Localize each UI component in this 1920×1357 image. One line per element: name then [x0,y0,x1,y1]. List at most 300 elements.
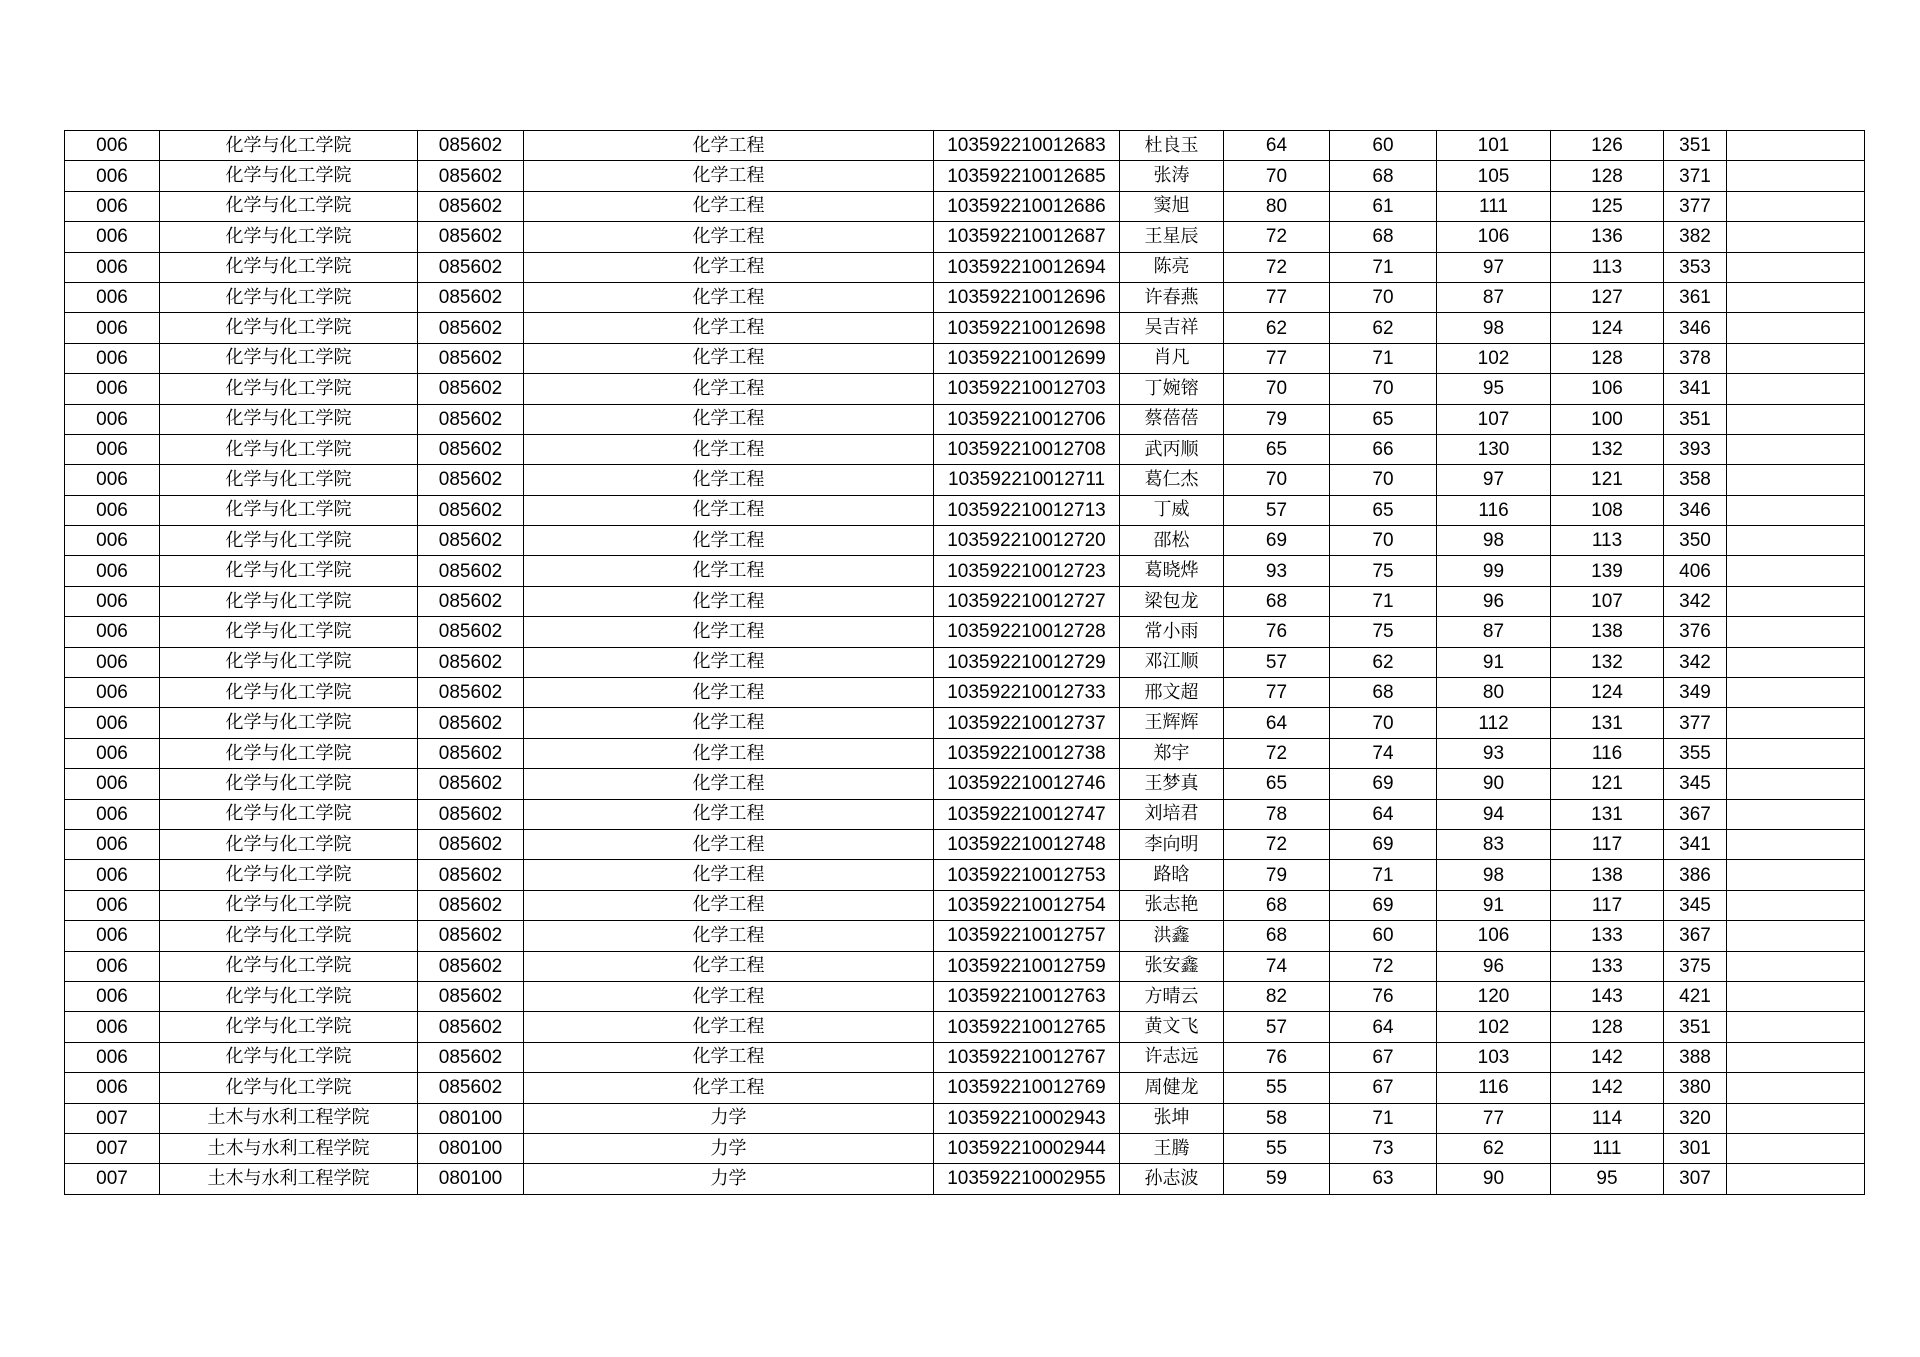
table-row [65,495,1865,525]
major-name-cell: 化学工程 [524,769,934,799]
score-subject-1-cell: 105 [1437,161,1551,191]
student-name-cell: 张安鑫 [1120,951,1224,981]
score-politics-cell: 72 [1224,252,1330,282]
score-subject-2-cell: 142 [1551,1042,1664,1072]
college-code-cell: 006 [65,495,160,525]
remarks-cell [1727,1133,1865,1163]
table-body [65,131,1865,1195]
table-row [65,769,1865,799]
table-row [65,343,1865,373]
score-foreign-language-cell: 72 [1330,951,1437,981]
college-code-cell: 006 [65,526,160,556]
score-subject-2-cell: 108 [1551,495,1664,525]
major-name-cell: 化学工程 [524,586,934,616]
score-politics-cell: 82 [1224,981,1330,1011]
score-politics-cell: 62 [1224,313,1330,343]
exam-id-cell: 103592210012728 [934,617,1120,647]
score-foreign-language-cell: 69 [1330,829,1437,859]
score-foreign-language-cell: 61 [1330,191,1437,221]
student-name-cell: 邢文超 [1120,678,1224,708]
major-code-cell: 085602 [418,769,524,799]
score-subject-1-cell: 95 [1437,374,1551,404]
table-row [65,434,1865,464]
remarks-cell [1727,282,1865,312]
total-score-cell: 307 [1664,1164,1727,1194]
score-subject-1-cell: 62 [1437,1133,1551,1163]
remarks-cell [1727,465,1865,495]
exam-id-cell: 103592210012696 [934,282,1120,312]
table-row [65,131,1865,161]
score-foreign-language-cell: 64 [1330,799,1437,829]
score-foreign-language-cell: 70 [1330,708,1437,738]
table-row [65,678,1865,708]
score-subject-2-cell: 124 [1551,678,1664,708]
student-name-cell: 孙志波 [1120,1164,1224,1194]
score-subject-2-cell: 128 [1551,161,1664,191]
remarks-cell [1727,799,1865,829]
score-foreign-language-cell: 75 [1330,617,1437,647]
student-name-cell: 丁威 [1120,495,1224,525]
total-score-cell: 320 [1664,1103,1727,1133]
college-name-cell: 化学与化工学院 [160,799,418,829]
college-name-cell: 化学与化工学院 [160,131,418,161]
remarks-cell [1727,1012,1865,1042]
student-name-cell: 梁包龙 [1120,586,1224,616]
exam-id-cell: 103592210012729 [934,647,1120,677]
score-foreign-language-cell: 67 [1330,1042,1437,1072]
table-row [65,252,1865,282]
major-code-cell: 085602 [418,161,524,191]
exam-id-cell: 103592210012683 [934,131,1120,161]
score-subject-1-cell: 98 [1437,313,1551,343]
remarks-cell [1727,586,1865,616]
score-foreign-language-cell: 70 [1330,282,1437,312]
student-name-cell: 武丙顺 [1120,434,1224,464]
score-politics-cell: 77 [1224,282,1330,312]
score-subject-2-cell: 125 [1551,191,1664,221]
score-foreign-language-cell: 76 [1330,981,1437,1011]
major-name-cell: 化学工程 [524,282,934,312]
total-score-cell: 376 [1664,617,1727,647]
exam-id-cell: 103592210002944 [934,1133,1120,1163]
major-code-cell: 085602 [418,252,524,282]
remarks-cell [1727,829,1865,859]
major-code-cell: 085602 [418,738,524,768]
major-code-cell: 085602 [418,981,524,1011]
major-name-cell: 化学工程 [524,738,934,768]
score-subject-1-cell: 96 [1437,951,1551,981]
major-code-cell: 085602 [418,1073,524,1103]
student-name-cell: 邓江顺 [1120,647,1224,677]
major-code-cell: 085602 [418,131,524,161]
major-code-cell: 085602 [418,860,524,890]
college-name-cell: 化学与化工学院 [160,282,418,312]
score-subject-1-cell: 97 [1437,465,1551,495]
major-name-cell: 化学工程 [524,921,934,951]
major-code-cell: 085602 [418,495,524,525]
college-name-cell: 化学与化工学院 [160,921,418,951]
major-name-cell: 化学工程 [524,617,934,647]
major-name-cell: 力学 [524,1103,934,1133]
college-code-cell: 006 [65,1073,160,1103]
exam-id-cell: 103592210012737 [934,708,1120,738]
college-name-cell: 化学与化工学院 [160,678,418,708]
college-name-cell: 化学与化工学院 [160,161,418,191]
remarks-cell [1727,526,1865,556]
total-score-cell: 346 [1664,495,1727,525]
score-subject-1-cell: 90 [1437,1164,1551,1194]
total-score-cell: 406 [1664,556,1727,586]
college-code-cell: 006 [65,829,160,859]
total-score-cell: 388 [1664,1042,1727,1072]
score-foreign-language-cell: 74 [1330,738,1437,768]
table-row [65,556,1865,586]
student-name-cell: 王星辰 [1120,222,1224,252]
score-subject-2-cell: 111 [1551,1133,1664,1163]
score-subject-2-cell: 121 [1551,465,1664,495]
score-foreign-language-cell: 71 [1330,586,1437,616]
exam-id-cell: 103592210012685 [934,161,1120,191]
score-subject-1-cell: 130 [1437,434,1551,464]
major-code-cell: 085602 [418,343,524,373]
college-code-cell: 006 [65,769,160,799]
total-score-cell: 345 [1664,890,1727,920]
table-row [65,738,1865,768]
table-row [65,465,1865,495]
college-code-cell: 006 [65,1012,160,1042]
exam-id-cell: 103592210012746 [934,769,1120,799]
score-subject-2-cell: 133 [1551,921,1664,951]
score-politics-cell: 70 [1224,374,1330,404]
major-name-cell: 化学工程 [524,556,934,586]
total-score-cell: 341 [1664,829,1727,859]
college-name-cell: 化学与化工学院 [160,252,418,282]
score-foreign-language-cell: 64 [1330,1012,1437,1042]
student-name-cell: 周健龙 [1120,1073,1224,1103]
major-name-cell: 力学 [524,1164,934,1194]
score-politics-cell: 74 [1224,951,1330,981]
college-code-cell: 006 [65,282,160,312]
score-subject-1-cell: 96 [1437,586,1551,616]
student-name-cell: 王腾 [1120,1133,1224,1163]
exam-id-cell: 103592210012733 [934,678,1120,708]
total-score-cell: 349 [1664,678,1727,708]
college-code-cell: 007 [65,1164,160,1194]
score-subject-1-cell: 80 [1437,678,1551,708]
remarks-cell [1727,617,1865,647]
total-score-cell: 421 [1664,981,1727,1011]
remarks-cell [1727,434,1865,464]
remarks-cell [1727,495,1865,525]
total-score-cell: 393 [1664,434,1727,464]
major-name-cell: 化学工程 [524,222,934,252]
total-score-cell: 353 [1664,252,1727,282]
score-politics-cell: 59 [1224,1164,1330,1194]
score-subject-2-cell: 136 [1551,222,1664,252]
score-politics-cell: 79 [1224,860,1330,890]
exam-id-cell: 103592210012767 [934,1042,1120,1072]
student-name-cell: 丁婉镕 [1120,374,1224,404]
student-name-cell: 常小雨 [1120,617,1224,647]
major-name-cell: 化学工程 [524,951,934,981]
score-foreign-language-cell: 67 [1330,1073,1437,1103]
major-code-cell: 080100 [418,1103,524,1133]
student-name-cell: 邵松 [1120,526,1224,556]
table-row [65,586,1865,616]
score-politics-cell: 55 [1224,1073,1330,1103]
score-subject-1-cell: 83 [1437,829,1551,859]
college-code-cell: 007 [65,1103,160,1133]
exam-id-cell: 103592210012748 [934,829,1120,859]
remarks-cell [1727,921,1865,951]
score-foreign-language-cell: 68 [1330,678,1437,708]
major-code-cell: 085602 [418,222,524,252]
student-name-cell: 张志艳 [1120,890,1224,920]
exam-id-cell: 103592210012769 [934,1073,1120,1103]
college-code-cell: 006 [65,465,160,495]
score-subject-2-cell: 113 [1551,526,1664,556]
score-subject-2-cell: 128 [1551,1012,1664,1042]
table-row [65,282,1865,312]
table-row [65,1164,1865,1194]
college-name-cell: 化学与化工学院 [160,829,418,859]
total-score-cell: 375 [1664,951,1727,981]
score-foreign-language-cell: 71 [1330,860,1437,890]
score-foreign-language-cell: 71 [1330,343,1437,373]
major-name-cell: 化学工程 [524,981,934,1011]
college-code-cell: 006 [65,799,160,829]
student-name-cell: 许春燕 [1120,282,1224,312]
remarks-cell [1727,556,1865,586]
score-politics-cell: 76 [1224,617,1330,647]
college-code-cell: 006 [65,981,160,1011]
total-score-cell: 342 [1664,586,1727,616]
major-name-cell: 化学工程 [524,191,934,221]
score-subject-1-cell: 87 [1437,282,1551,312]
score-subject-2-cell: 107 [1551,586,1664,616]
major-name-cell: 化学工程 [524,526,934,556]
table-row [65,222,1865,252]
total-score-cell: 346 [1664,313,1727,343]
major-code-cell: 085602 [418,890,524,920]
total-score-cell: 382 [1664,222,1727,252]
score-subject-1-cell: 102 [1437,343,1551,373]
score-subject-2-cell: 131 [1551,708,1664,738]
score-politics-cell: 93 [1224,556,1330,586]
college-code-cell: 006 [65,860,160,890]
exam-id-cell: 103592210012759 [934,951,1120,981]
total-score-cell: 351 [1664,1012,1727,1042]
score-subject-2-cell: 139 [1551,556,1664,586]
score-politics-cell: 76 [1224,1042,1330,1072]
college-name-cell: 化学与化工学院 [160,647,418,677]
college-name-cell: 化学与化工学院 [160,374,418,404]
student-name-cell: 刘培君 [1120,799,1224,829]
exam-id-cell: 103592210012713 [934,495,1120,525]
score-foreign-language-cell: 69 [1330,769,1437,799]
score-subject-2-cell: 114 [1551,1103,1664,1133]
student-name-cell: 黄文飞 [1120,1012,1224,1042]
major-name-cell: 化学工程 [524,829,934,859]
exam-id-cell: 103592210012708 [934,434,1120,464]
major-name-cell: 化学工程 [524,434,934,464]
score-subject-2-cell: 127 [1551,282,1664,312]
student-name-cell: 王辉辉 [1120,708,1224,738]
score-subject-2-cell: 121 [1551,769,1664,799]
score-subject-2-cell: 113 [1551,252,1664,282]
college-code-cell: 006 [65,586,160,616]
score-foreign-language-cell: 68 [1330,161,1437,191]
total-score-cell: 345 [1664,769,1727,799]
table-row [65,161,1865,191]
student-name-cell: 李向明 [1120,829,1224,859]
college-code-cell: 006 [65,374,160,404]
remarks-cell [1727,313,1865,343]
major-code-cell: 085602 [418,829,524,859]
remarks-cell [1727,951,1865,981]
student-name-cell: 吴吉祥 [1120,313,1224,343]
exam-id-cell: 103592210012753 [934,860,1120,890]
major-code-cell: 085602 [418,526,524,556]
exam-id-cell: 103592210002943 [934,1103,1120,1133]
score-politics-cell: 78 [1224,799,1330,829]
score-foreign-language-cell: 70 [1330,526,1437,556]
college-code-cell: 006 [65,951,160,981]
table-row [65,191,1865,221]
total-score-cell: 378 [1664,343,1727,373]
score-politics-cell: 57 [1224,495,1330,525]
major-name-cell: 化学工程 [524,313,934,343]
score-politics-cell: 68 [1224,586,1330,616]
student-name-cell: 张涛 [1120,161,1224,191]
remarks-cell [1727,738,1865,768]
score-foreign-language-cell: 71 [1330,252,1437,282]
major-code-cell: 085602 [418,647,524,677]
score-foreign-language-cell: 69 [1330,890,1437,920]
table-row [65,1133,1865,1163]
major-name-cell: 化学工程 [524,1042,934,1072]
score-subject-1-cell: 107 [1437,404,1551,434]
table-row [65,799,1865,829]
exam-id-cell: 103592210002955 [934,1164,1120,1194]
student-name-cell: 方晴云 [1120,981,1224,1011]
exam-id-cell: 103592210012747 [934,799,1120,829]
college-name-cell: 化学与化工学院 [160,1073,418,1103]
college-code-cell: 006 [65,890,160,920]
exam-id-cell: 103592210012763 [934,981,1120,1011]
major-code-cell: 085602 [418,556,524,586]
remarks-cell [1727,678,1865,708]
score-subject-1-cell: 116 [1437,495,1551,525]
college-name-cell: 化学与化工学院 [160,1012,418,1042]
major-code-cell: 080100 [418,1164,524,1194]
student-name-cell: 蔡蓓蓓 [1120,404,1224,434]
major-name-cell: 化学工程 [524,161,934,191]
major-name-cell: 化学工程 [524,799,934,829]
exam-id-cell: 103592210012727 [934,586,1120,616]
major-name-cell: 化学工程 [524,404,934,434]
score-subject-2-cell: 124 [1551,313,1664,343]
score-politics-cell: 77 [1224,343,1330,373]
remarks-cell [1727,1073,1865,1103]
major-code-cell: 085602 [418,404,524,434]
major-name-cell: 化学工程 [524,647,934,677]
score-subject-1-cell: 103 [1437,1042,1551,1072]
table-row [65,1042,1865,1072]
student-name-cell: 陈亮 [1120,252,1224,282]
college-code-cell: 006 [65,434,160,464]
college-code-cell: 006 [65,131,160,161]
table-row [65,890,1865,920]
college-code-cell: 006 [65,738,160,768]
score-subject-1-cell: 87 [1437,617,1551,647]
table-row [65,829,1865,859]
student-name-cell: 葛仁杰 [1120,465,1224,495]
table-row [65,981,1865,1011]
major-name-cell: 化学工程 [524,374,934,404]
major-code-cell: 085602 [418,799,524,829]
college-code-cell: 006 [65,343,160,373]
remarks-cell [1727,769,1865,799]
exam-id-cell: 103592210012687 [934,222,1120,252]
college-name-cell: 化学与化工学院 [160,617,418,647]
score-subject-1-cell: 98 [1437,860,1551,890]
student-name-cell: 张坤 [1120,1103,1224,1133]
major-code-cell: 085602 [418,708,524,738]
score-politics-cell: 72 [1224,829,1330,859]
major-code-cell: 085602 [418,374,524,404]
score-subject-1-cell: 111 [1437,191,1551,221]
table-row [65,374,1865,404]
student-name-cell: 路晗 [1120,860,1224,890]
total-score-cell: 351 [1664,404,1727,434]
total-score-cell: 377 [1664,708,1727,738]
score-politics-cell: 57 [1224,647,1330,677]
exam-id-cell: 103592210012703 [934,374,1120,404]
student-name-cell: 杜良玉 [1120,131,1224,161]
major-name-cell: 化学工程 [524,890,934,920]
remarks-cell [1727,1103,1865,1133]
score-subject-1-cell: 116 [1437,1073,1551,1103]
major-code-cell: 085602 [418,678,524,708]
exam-id-cell: 103592210012706 [934,404,1120,434]
total-score-cell: 380 [1664,1073,1727,1103]
college-name-cell: 化学与化工学院 [160,313,418,343]
score-subject-1-cell: 106 [1437,222,1551,252]
score-politics-cell: 69 [1224,526,1330,556]
score-subject-2-cell: 106 [1551,374,1664,404]
score-subject-2-cell: 138 [1551,860,1664,890]
college-name-cell: 化学与化工学院 [160,738,418,768]
exam-id-cell: 103592210012720 [934,526,1120,556]
table-row [65,951,1865,981]
college-name-cell: 化学与化工学院 [160,951,418,981]
exam-id-cell: 103592210012686 [934,191,1120,221]
college-code-cell: 006 [65,678,160,708]
college-name-cell: 化学与化工学院 [160,860,418,890]
college-code-cell: 006 [65,1042,160,1072]
score-subject-1-cell: 77 [1437,1103,1551,1133]
college-name-cell: 土木与水利工程学院 [160,1103,418,1133]
total-score-cell: 361 [1664,282,1727,312]
score-subject-1-cell: 120 [1437,981,1551,1011]
remarks-cell [1727,890,1865,920]
table-row [65,1012,1865,1042]
score-politics-cell: 58 [1224,1103,1330,1133]
major-name-cell: 化学工程 [524,708,934,738]
score-subject-2-cell: 117 [1551,829,1664,859]
score-subject-2-cell: 128 [1551,343,1664,373]
